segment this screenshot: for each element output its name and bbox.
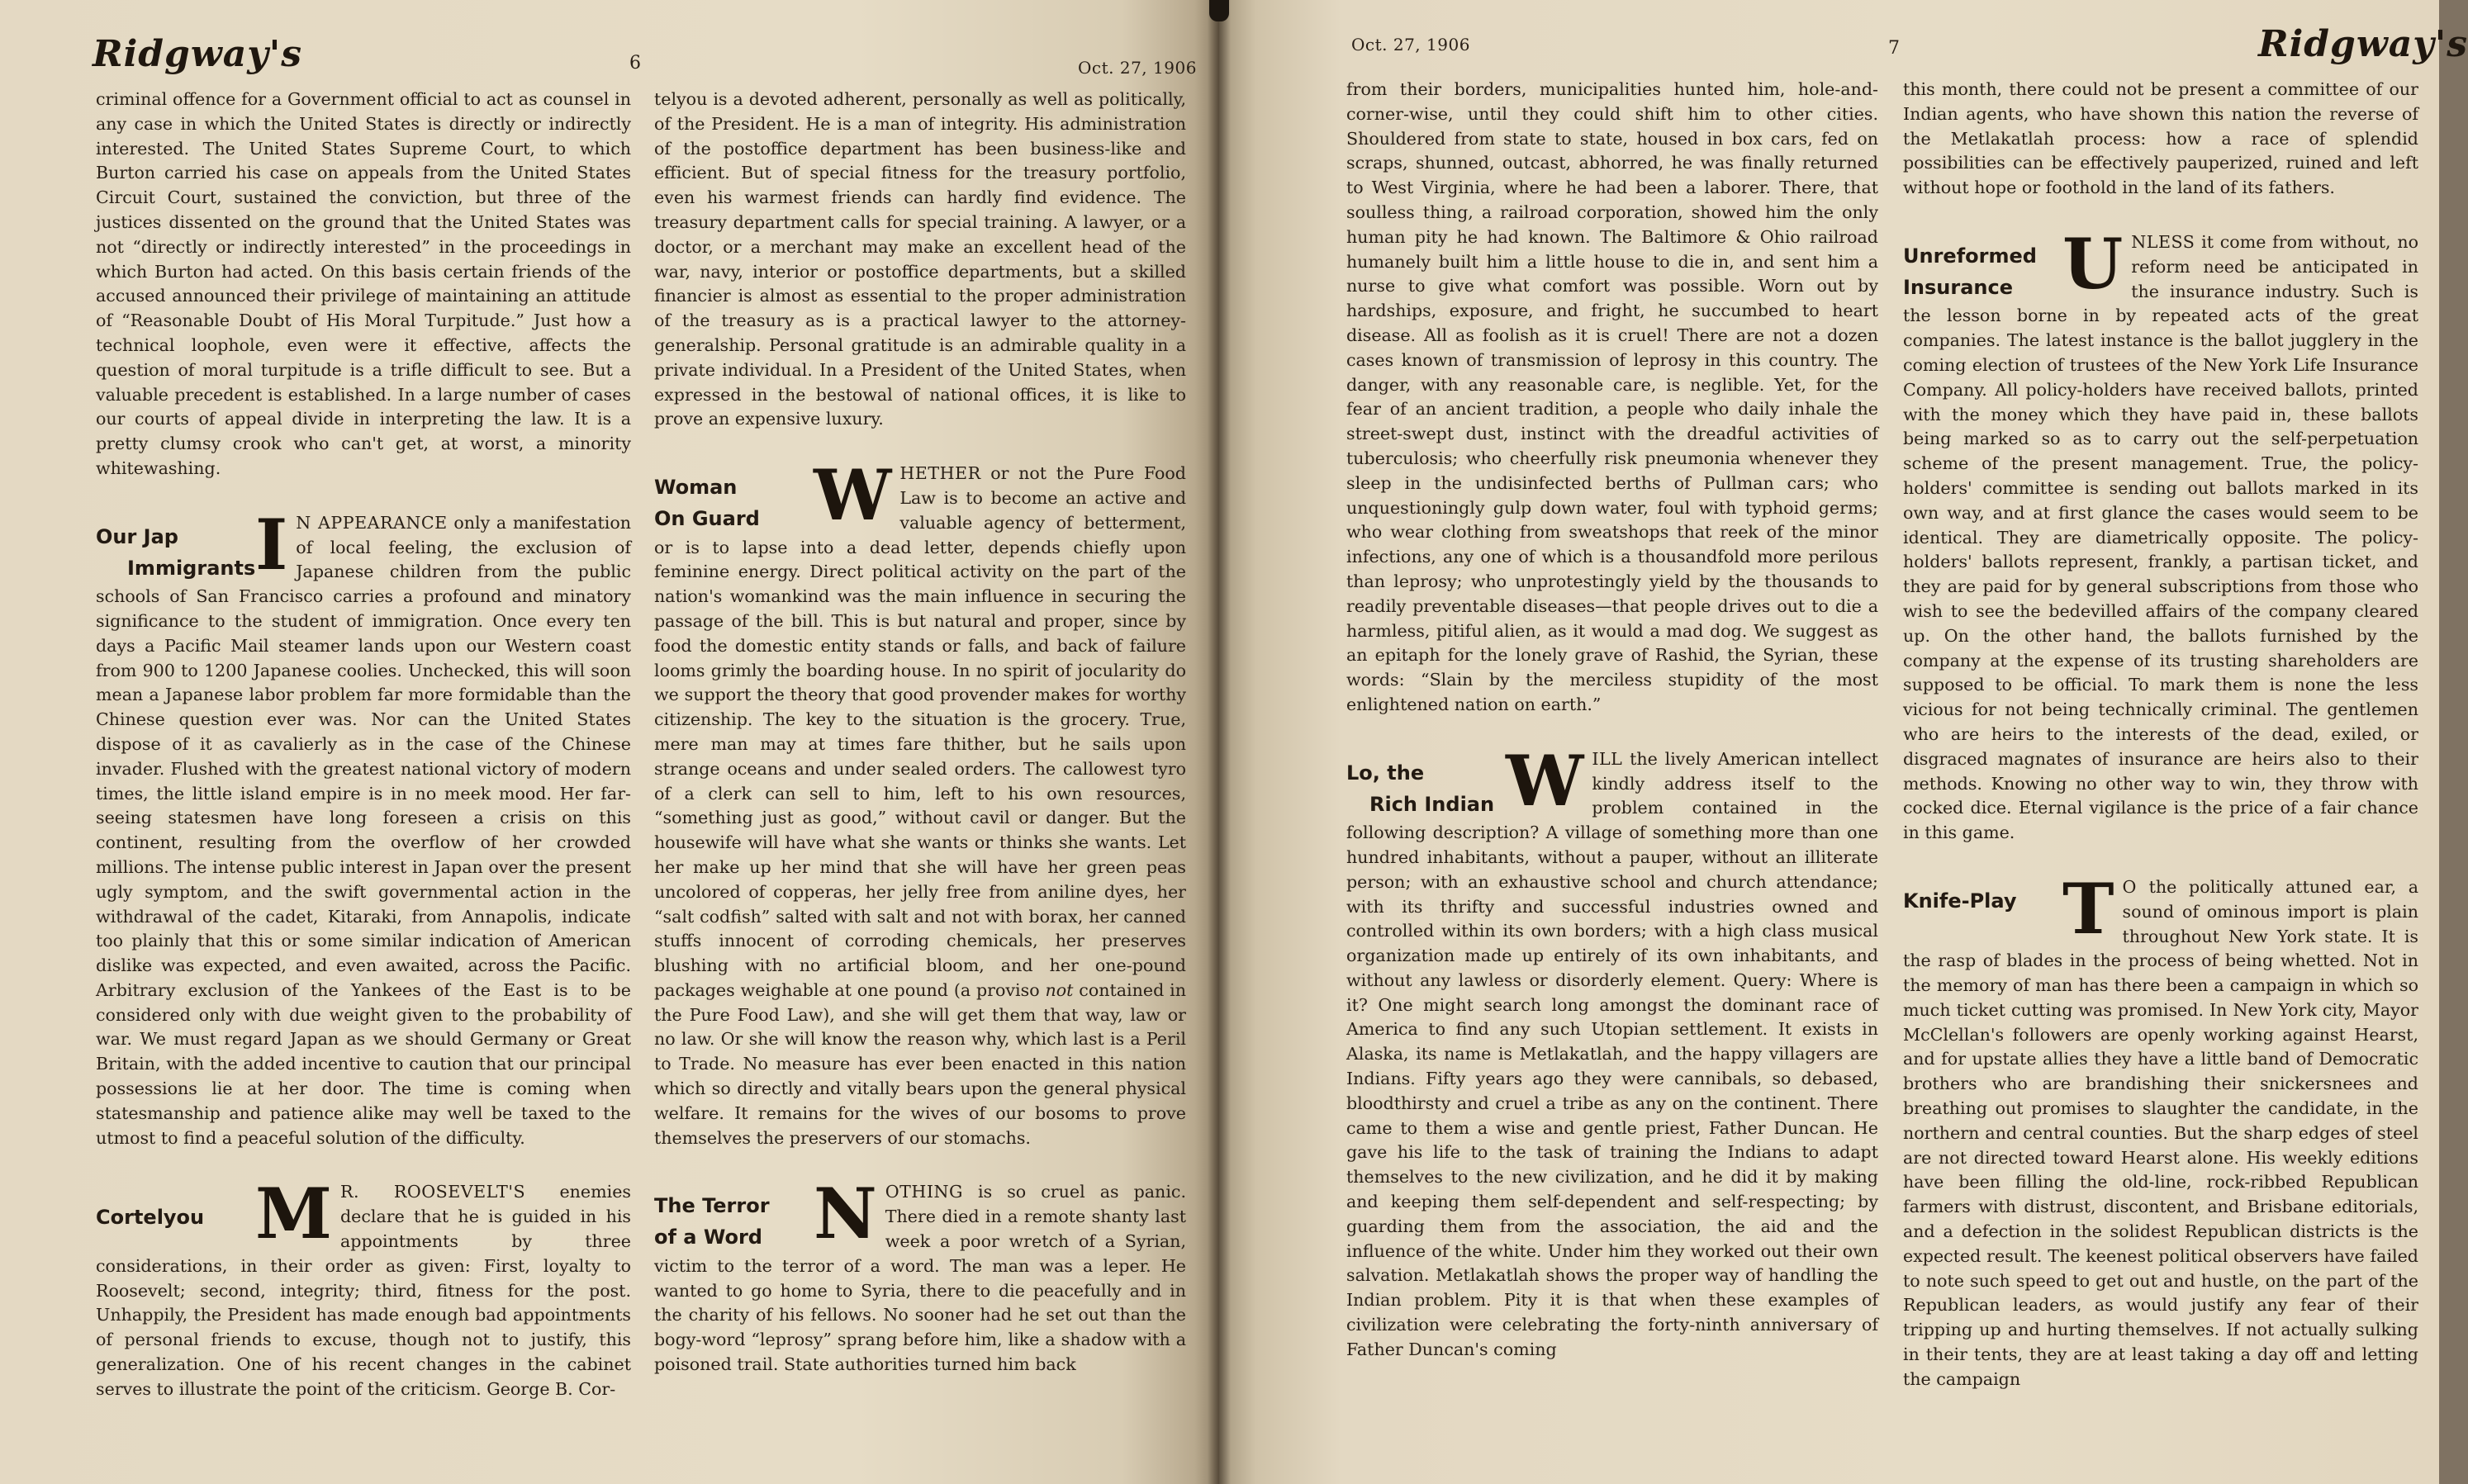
article-title: Woman On Guard: [654, 476, 760, 531]
right-column-1: [1346, 78, 1878, 1448]
book-gutter: [1208, 0, 1231, 1484]
article-emphasis: not: [1045, 979, 1074, 1000]
article-title: Unreformed Insurance: [1903, 244, 2037, 299]
article-lead: O: [2122, 876, 2137, 897]
drop-cap: W: [814, 454, 892, 537]
drop-cap: I: [255, 503, 288, 586]
article-lead: OTHING: [885, 1182, 963, 1202]
article-title: Cortelyou: [96, 1206, 205, 1230]
article-text: is so cruel as panic. There died in a remote shanty last week a poor wretch of a Syrian, victim to the terror of a word. The man was a leper. He wanted to go home to Syria, there to die peacefully and in the charity of his fellows. No sooner had he set out than the bogy-word “leprosy” sprang before him, like a shadow with a poisoned trail. State authorities turned him back: [654, 1182, 1186, 1375]
article-text: criminal offence for a Government official to act as counsel in any case in which the United States is directly or indirectly interested. The United States Supreme Court, to which Burton carried his case on appeals from the United States Circuit Court, sustained the conviction, but three of the justices dissented on the ground that the United States was not “directly or indirectly interested” in the proceedings in which Burton had acted. On this basis certain friends of the accused announced their privilege of maintaining an attitude of “Reasonable Doubt of His Moral Turpitude.” Just how a technical loophole, even were it effective, affects the question of moral turpitude is a trifle difficult to see. But a valuable precedent is established. In a large number of cases our courts of appeal divide in interpreting the law. It is a pretty clumsy crook who can't get, at worst, a minority whitewashing.: [96, 89, 631, 478]
article-terror-of-a-word: [654, 1173, 1186, 1377]
left-column-2: [654, 88, 1186, 1458]
article-knife-play: [1903, 867, 2418, 1392]
right-column-2: [1903, 78, 2418, 1448]
article-title: Knife-Play: [1903, 889, 2017, 913]
article-text: this month, there could not be present a committee of our Indian agents, who have shown this nation the reverse of the Metlakatlah process: how a race of splendid possibilities can be effectively pauperized, ruined and left without hope or foothold in the land of its fathers.: [1903, 79, 2418, 198]
article-text: the politically attuned ear, a sound of ominous import is plain throughout New York state. It is the rasp of blades in the process of being whetted. Not in the memory of man has there been a campaign in which so much ticket cutting was promised. In New York city, Mayor McClellan's followers are openly working against Hearst, and for upstate allies they have a little band of Democratic brothers who are brandishing their snickersnees and breathing out promises to slaughter the candidate, in the northern and central counties. But the sharp edges of steel are not directed toward Hearst alone. His weekly editions have been filling the old-line, rock-ribbed Republican farmers with distrust, discontent, and Brisbane editorials, and a defection in the solidest Republican districts is the expected result. The keenest political observers have failed to note such speed to get out and hustle, on the part of the Republican leaders, as would justify any fear of their tripping up and hurting themselves. If not actually sulking in their tents, they are at least taking a day off and letting the campaign: [1903, 876, 2418, 1389]
article-text: telyou is a devoted adherent, personally as well as politically, of the President. He is a man of integrity. His administration of the postoffice department has been business-like and efficient. But of special fitness for the treasury portfolio, even his warmest friends can hardly find evidence. The treasury department calls for special training. A lawyer, or a doctor, or a merchant may make an excellent head of the war, navy, interior or postoffice departments, but a skilled financier is almost as essential to the proper administration of the treasury as is a practical lawyer to the attorney-generalship. Personal gratitude is an admirable quality in a private individual. In a President of the United States, when expressed in the bestowal of national offices, it is like to prove an expensive luxury.: [654, 89, 1186, 429]
issue-date: Oct. 27, 1906: [1351, 35, 1470, 55]
left-column-1: [96, 88, 631, 1458]
article-jap-immigrants: [96, 503, 631, 1151]
article-continuation: [1903, 78, 2418, 201]
article-text: from their borders, municipalities hunted him, hole-and-corner-wise, until they could shift him to other cities. Shouldered from state to state, housed in box cars, fed on scraps, shunned, outcast, abhorred, he was finally returned to West Virginia, where he had been a laborer. There, that soulless thing, a railroad corporation, showed him the only human pity he had known. The Baltimore & Ohio railroad humanely built him a little house to die in, and sent him a nurse to give what comfort was possible. Worn out by hardships, exposure, and fright, he succumbed to heart disease. All as foolish as it is cruel! There are not a dozen cases known of transmission of leprosy in this country. The danger, with any reasonable care, is neglible. Yet, for the fear of an ancient tradition, a people who daily inhale the street-swept dust, instinct with the dreadful activities of tuberculosis; who cheerfully risk pneumonia whenever they sleep in the undisinfected berths of Pullman cars; who unquestioningly gulp down water, foul with typhoid germs; who wear clothing from sweatshops that reek of the minor infections, any one of which is a thousandfold more perilous than leprosy; who unprotestingly yield by the thousands to readily preventable diseases—that people drives out to die a harmless, pitiful alien, as it would a mad dog. We suggest as an epitaph for the lonely grave of Rashid, the Syrian, these words: “Slain by the merciless stupidity of the most enlightened nation on earth.”: [1346, 79, 1878, 714]
article-text: or not the Pure Food Law is to become an active and valuable agency of betterment, or is to lapse into a dead letter, depends chiefly upon feminine energy. Direct political activity on the part of the nation's womankind was the main influence in securing the passage of the bill. This is but natural and proper, since by food the domestic entity stands or falls, and back of failure looms grimly the boarding house. In no spirit of jocularity do we support the theory that good provender makes for worthy citizenship. The key to the situation is the grocery. True, mere man may at times fare thither, but he sails upon strange oceans and under sealed orders. The callowest tyro of a clerk can sell to him, left to his own resources, “something just as good,” without cavil or danger. But the housewife will have what she wants or thinks she wants. Let her make up her mind that she will have her green peas uncolored of copperas, her jelly free from aniline dyes, her “salt codfish” salted with salt and not with borax, her canned stuffs innocent of corroding chemicals, her preserves blushing with no artificial bloom, and her one-pound packages weighable at one pound (a proviso: [654, 463, 1186, 1000]
masthead-logo: Ridgway's: [93, 33, 303, 75]
binding-edge: [1209, 0, 1229, 21]
page-number: 7: [1888, 38, 1900, 59]
article-lead: NLESS: [2131, 231, 2195, 252]
drop-cap: N: [814, 1173, 877, 1255]
drop-cap: M: [255, 1173, 332, 1255]
article-lo-the-rich-indian: [1346, 739, 1878, 1363]
article-unreformed-insurance: [1903, 222, 2418, 846]
article-lead: R. ROOSEVELT'S: [339, 1182, 526, 1202]
page-number: 6: [629, 53, 641, 73]
article-continuation: [654, 88, 1186, 432]
article-text: only a manifestation of local feeling, the exclusion of Japanese children from the public schools of San Francisco carries a profound and minatory significance to the student of immigration. Once every ten days a Pacific Mail steamer lands upon our Western coast from 900 to 1200 Japanese coolies. Unchecked, this will soon mean a Japanese labor problem far more formidable than the Chinese question ever was. Nor can the United States dispose of it as cavalierly as in the case of the Chinese invader. Flushed with the greatest national victory of modern times, the little island empire is in no meek mood. Her far-seeing statesmen have long foreseen a crisis on this continent, resulting from the overflow of her crowded millions. The intense public interest in Japan over the present ugly symptom, and the swift governmental action in the withdrawal of the cadet, Kitaraki, from Annapolis, indicate too plainly that this or some similar indication of American dislike was expected, and even awaited, across the Pacific. Arbitrary exclusion of the Yankees of the East is to be considered only with due weight given to the probability of war. We must regard Japan as we should Germany or Great Britain, with the added incentive to caution that our principal possessions lie at her door. The time is coming when statesmanship and patience alike may well be taxed to the utmost to find a peaceful solution of the difficulty.: [96, 512, 631, 1148]
article-text: enemies declare that he is guided in his appointments by three considerations, in their order as given: First, loyalty to Roosevelt; second, integrity; third, fitness for the post. Unhappily, the President has made enough bad appointments of personal friends to excuse, though not to justify, this generalization. One of his recent changes in the cabinet serves to illustrate the point of the criticism. George B. Cor-: [96, 1182, 631, 1399]
drop-cap: W: [1506, 739, 1584, 822]
drop-cap: U: [2062, 222, 2124, 305]
article-lead: N APPEARANCE: [296, 512, 448, 533]
article-lead: ILL: [1592, 748, 1623, 769]
article-text: contained in the Pure Food Law), and she will get them that way, law or no law. Or she will know the reason why, which last is a Peril to Trade. No measure has ever been enacted in this nation which so directly and vitally bears upon the general physical welfare. It remains for the wives of our bosoms to prove themselves the preservers of our stomachs.: [654, 979, 1186, 1148]
article-text: the lively American intellect kindly address itself to the problem contained in the following description? A village of something more than one hundred inhabitants, without a pauper, without an illiterate person; with an exhaustive school and church attendance; with its thrifty and successful industries owned and controlled within its own borders; with a high class musical organization made up entirely of its own inhabitants, and without any lawless or disorderly element. Query: Where is it? One might search long amongst the dominant race of America to find any such Utopian settlement. It exists in Alaska, its name is Metlakatlah, and the happy villagers are Indians. Fifty years ago they were cannibals, so debased, bloodthirsty and cruel a tribe as any on the continent. There came to them a wise and gentle priest, Father Duncan. He gave his life to the task of training the Indians to adapt themselves to the new civilization, and he did it by making and keeping them self-dependent and self-respecting; by guarding them from the association, the aid and the influence of the white. Under him they worked out their own salvation. Metlakatlah shows the proper way of handling the Indian problem. Pity it is that when these examples of civilization were celebrating the forty-ninth anniversary of Father Duncan's coming: [1346, 748, 1878, 1359]
masthead-logo: Ridgway's: [2258, 23, 2468, 65]
article-title: The Terror of a Word: [654, 1194, 770, 1249]
right-page: [1219, 0, 2468, 1484]
article-woman-on-guard: [654, 454, 1186, 1150]
article-text: it come from without, no reform need be anticipated in the insurance industry. Such is the lesson borne in by repeated acts of the great companies. The latest instance is the ballot jugglery in the coming election of trustees of the New York Life Insurance Company. All policy-holders have received ballots, printed with the money which they have paid in, these ballots being marked so as to carry out the self-perpetuation scheme of the present management. True, the policy-holders' committee is sending out ballots marked in its own way, and at first glance the cases would seem to be identical. They are diametrically opposite. The policy-holders' ballots represent, frankly, a partisan ticket, and they are paid for by general subscriptions from those who wish to see the bedevilled affairs of the company cleared up. On the other hand, the ballots furnished by the company at the expense of its trusting shareholders are supposed to be official. To mark them is none the less vicious for not being technically criminal. The gentlemen who are heirs to the interests of the dead, exiled, or disgraced magnates of insurance are heirs also to their methods. Knowing no other way to win, they throw with cocked dice. Eternal vigilance is the price of a fair chance in this game.: [1903, 231, 2418, 843]
drop-cap: T: [2062, 867, 2114, 950]
issue-date: Oct. 27, 1906: [1078, 58, 1197, 78]
article-title: Lo, the Rich Indian: [1346, 761, 1495, 816]
article-continuation: [1346, 78, 1878, 718]
left-page: [0, 0, 1219, 1484]
article-lead: HETHER: [899, 463, 981, 484]
article-cortelyou: [96, 1173, 631, 1401]
article-continuation: [96, 88, 631, 481]
article-title: Our Jap Immigrants: [96, 524, 256, 580]
